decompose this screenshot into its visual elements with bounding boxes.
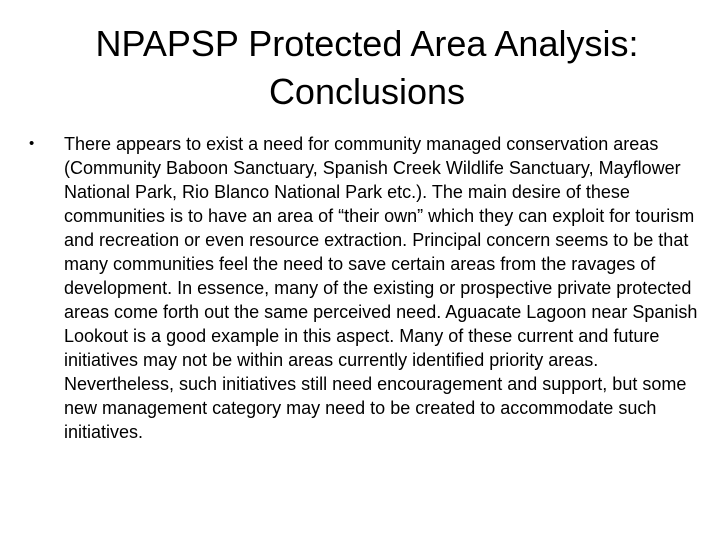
bullet-list <box>29 132 701 444</box>
slide-title: NPAPSP Protected Area Analysis: Conclusions <box>95 23 639 112</box>
bullet-icon: • <box>29 135 35 152</box>
bullet-text: There appears to exist a need for community managed conservation areas (Community Baboon Sanctuary, Spanish Creek Wildlife Sanctuary, Mayflower National Park, Rio Blanco National Park etc.). The main desire of these communities is to have an area of “their own” which they can exploit for tourism and recreation or even resource extraction. Principal concern seems to be that many communities feel the need to save certain areas from the ravages of development. In essence, many of the existing or prospective private protected areas come forth out the same perceived need. Aguacate Lagoon near Spanish Lookout is a good example in this aspect. Many of these current and future initiatives may not be within areas currently identified priority areas. Nevertheless, such initiatives still need encouragement and support, but some new management category may need to be created to accommodate such initiatives. <box>64 134 698 442</box>
bullet-item <box>29 132 701 444</box>
